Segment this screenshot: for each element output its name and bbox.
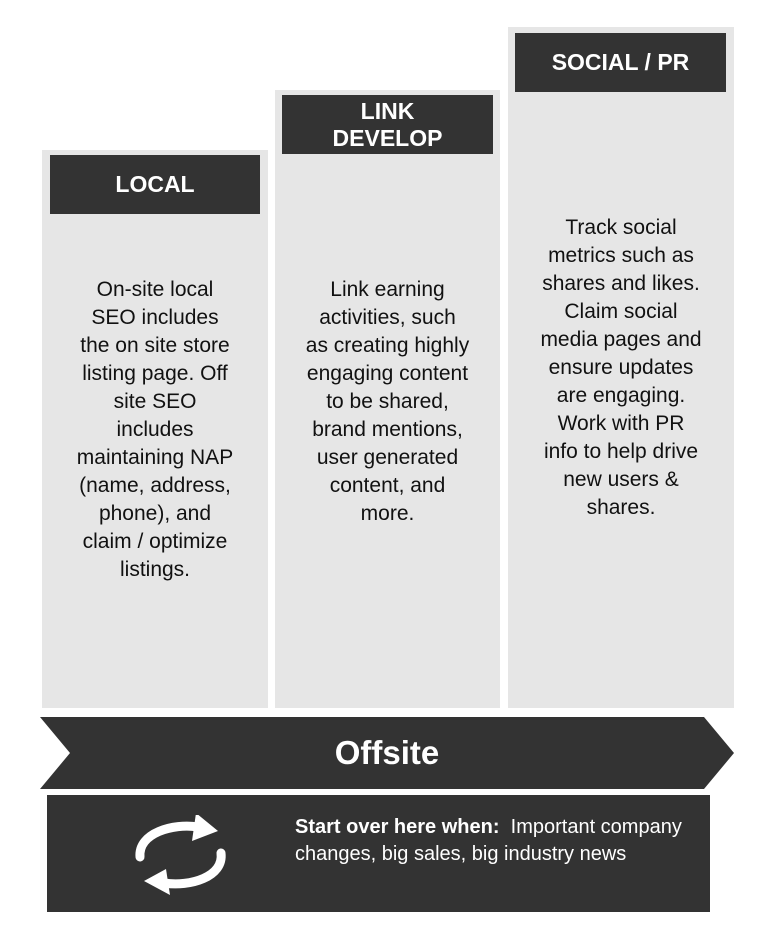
link-develop-header: LINK DEVELOP [282, 95, 493, 154]
start-over-text: Important company changes, big sales, big industry news [295, 816, 682, 865]
social-pr-header: SOCIAL / PR [515, 33, 726, 92]
refresh-cycle-icon [118, 815, 243, 895]
offsite-label: Offsite [334, 734, 440, 771]
start-over-note [295, 814, 695, 868]
start-over-lead: Start over here when: [295, 816, 500, 838]
social-pr-description: Track social metrics such as shares and likes. Claim social media pages and ensure updates are engaging. Work with PR info to help drive new users & shares. [540, 216, 702, 519]
link-develop-description: Link earning activities, such as creating highly engaging content to be shared, brand mentions, user generated content, and more. [305, 278, 470, 525]
local-header: LOCAL [50, 155, 260, 214]
local-description: On-site local SEO includes the on site store listing page. Off site SEO includes maintaining NAP (name, address, phone), and claim / optimize listings. [76, 278, 234, 581]
